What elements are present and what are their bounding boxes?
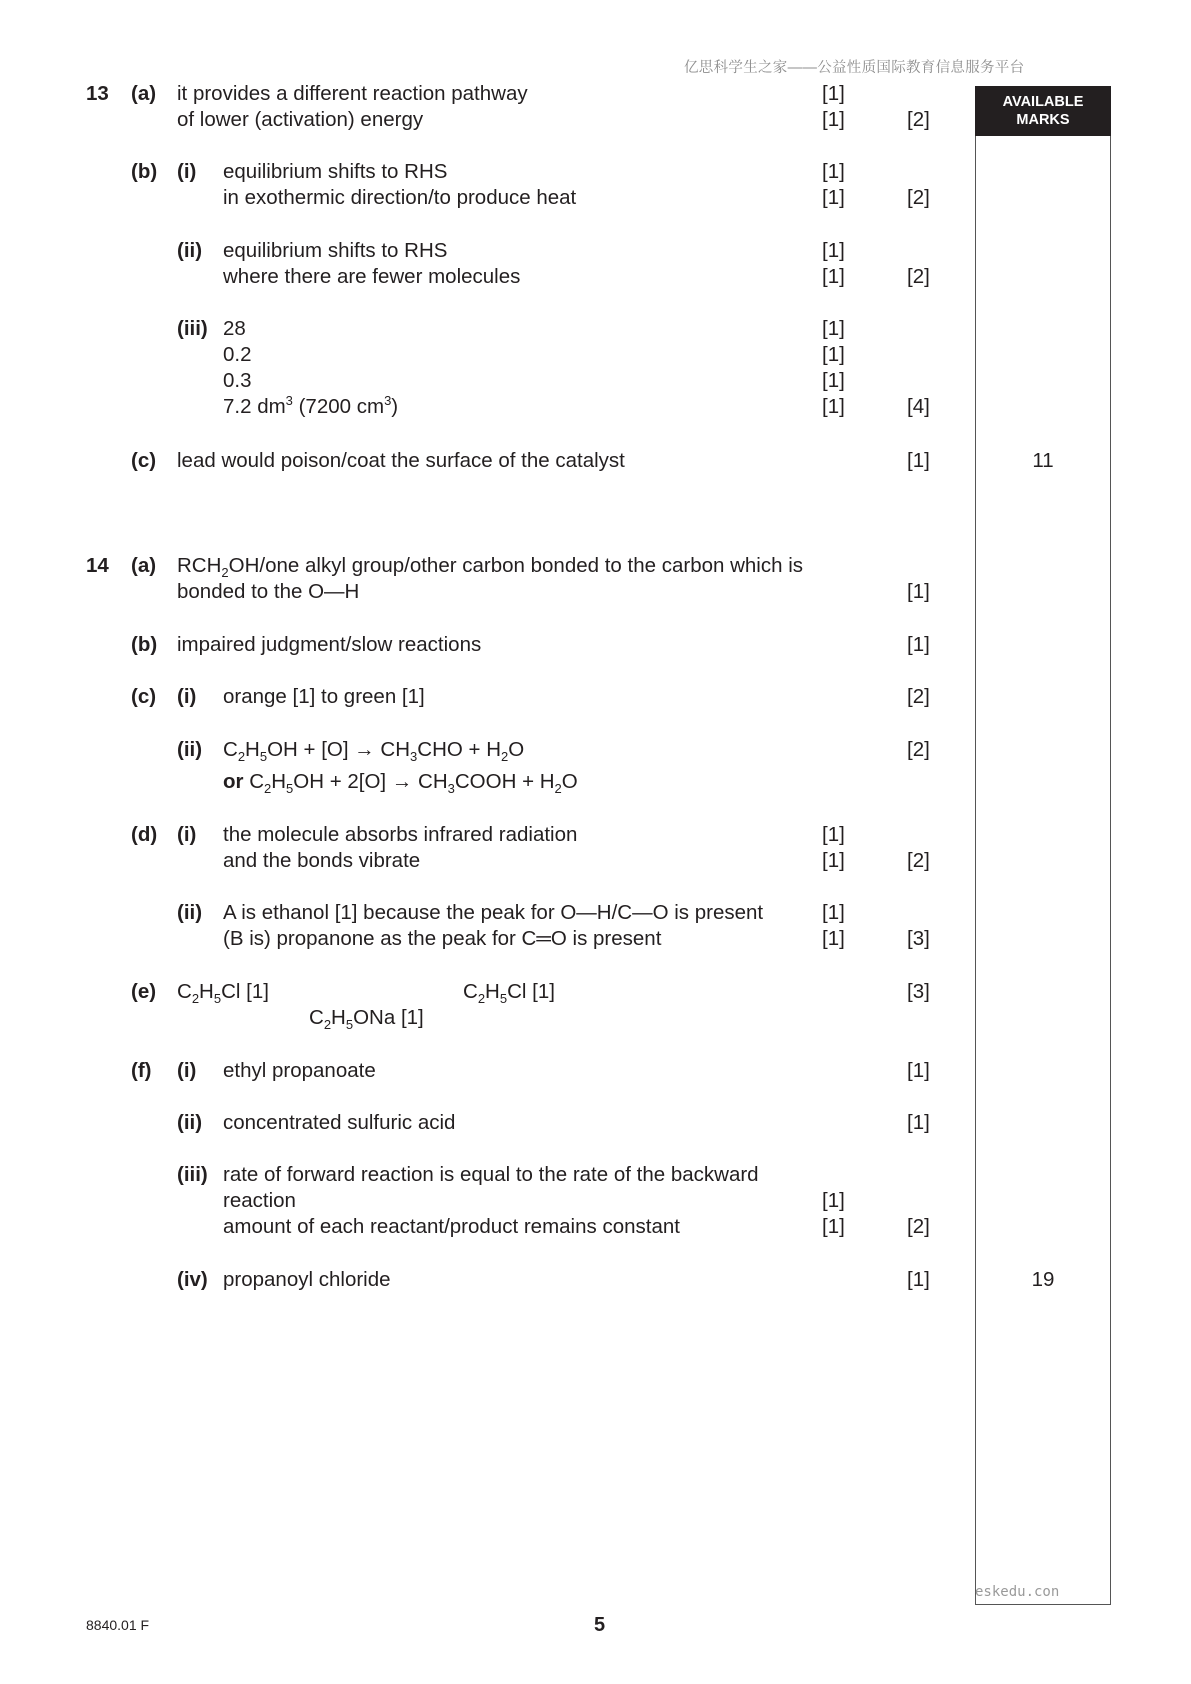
- subpart-label: (i): [177, 685, 197, 708]
- header-watermark: 亿思科学生之家——公益性质国际教育信息服务平台: [684, 60, 1025, 76]
- mark: [1]: [822, 395, 845, 418]
- answer-line: amount of each reactant/product remains constant: [223, 1215, 680, 1238]
- formula-sodium-ethoxide: $C_2H_5ONa$ [1]: [309, 1006, 424, 1032]
- mark: [1]: [822, 186, 845, 209]
- answer-line-rest: OH/one alkyl group/other carbon bonded to the carbon which is: [228, 554, 804, 577]
- answer-line: A is ethanol [1] because the peak for O—H/C—O is present: [223, 901, 764, 924]
- mark-total: [1]: [907, 580, 930, 603]
- answer-line: orange [1] to green [1]: [223, 685, 425, 708]
- volume-answer: 7.2 $dm^3$ (7200 $cm^3$): [223, 393, 399, 418]
- part-label: (f): [131, 1059, 152, 1082]
- answer-line: equilibrium shifts to RHS: [223, 239, 448, 262]
- mark: [1]: [822, 160, 845, 183]
- answer-line: equilibrium shifts to RHS: [223, 160, 448, 183]
- answer-line: bonded to the O—H: [177, 580, 360, 603]
- mark: [1]: [822, 239, 845, 262]
- subpart-label: (i): [177, 823, 197, 846]
- mark-total: [2]: [907, 265, 930, 288]
- mark-total: [1]: [907, 633, 930, 656]
- part-label: (d): [131, 823, 158, 846]
- available-marks-title-line2: MARKS: [1016, 112, 1070, 128]
- part-label: (c): [131, 685, 157, 708]
- mark: [1]: [822, 1189, 845, 1212]
- available-marks-title-line1: AVAILABLE: [1002, 94, 1084, 110]
- mark-total: [4]: [907, 395, 930, 418]
- answer-line: in exothermic direction/to produce heat: [223, 186, 577, 209]
- mark: [1]: [822, 82, 845, 105]
- or-word: or: [223, 770, 244, 793]
- available-marks-value: 11: [1032, 449, 1054, 472]
- part-label: (a): [131, 554, 157, 577]
- mark: [1]: [822, 265, 845, 288]
- mark: [1]: [822, 108, 845, 131]
- answer-line: the molecule absorbs infrared radiation: [223, 823, 578, 846]
- answer-line: it provides a different reaction pathway: [177, 82, 528, 105]
- formula-chloroethane: $C_2H_5Cl$ [1]: [177, 980, 269, 1006]
- subpart-label: (i): [177, 160, 197, 183]
- equation-1: $C_2H_5OH + [O] \to CH_3CHO + H_2O$: [223, 738, 525, 764]
- answer-line: 0.2: [223, 343, 252, 366]
- answer-line: of lower (activation) energy: [177, 108, 424, 131]
- subpart-label: (iii): [177, 1163, 208, 1186]
- answer-line: propanoyl chloride: [223, 1268, 391, 1291]
- mark-total: [1]: [907, 1059, 930, 1082]
- mark: [1]: [822, 823, 845, 846]
- subpart-label: (ii): [177, 239, 203, 262]
- paper-code: 8840.01 F: [86, 1617, 150, 1633]
- mark-total: [2]: [907, 738, 930, 761]
- mark: [1]: [822, 369, 845, 392]
- mark-total: [1]: [907, 449, 930, 472]
- part-label: (a): [131, 82, 157, 105]
- answer-line: concentrated sulfuric acid: [223, 1111, 456, 1134]
- answer-line: $RCH_2OH$/one alkyl group/other carbon bonded to the carbon which is: [177, 554, 804, 580]
- mark: [1]: [822, 901, 845, 924]
- mark: [1]: [822, 343, 845, 366]
- available-marks-header: [975, 86, 1111, 136]
- question-number: 13: [86, 82, 109, 105]
- part-label: (b): [131, 633, 158, 656]
- part-label: (c): [131, 449, 157, 472]
- part-label: (e): [131, 980, 157, 1003]
- page-number: 5: [594, 1614, 606, 1636]
- site-watermark: eskedu.con: [975, 1584, 1060, 1600]
- available-marks-column: [975, 86, 1111, 1605]
- mark: [1]: [822, 849, 845, 872]
- mark-total: [1]: [907, 1268, 930, 1291]
- answer-line: impaired judgment/slow reactions: [177, 633, 482, 656]
- subpart-label: (i): [177, 1059, 197, 1082]
- mark-total: [3]: [907, 927, 930, 950]
- answer-line: reaction: [223, 1189, 296, 1212]
- mark-total: [2]: [907, 685, 930, 708]
- mark: [1]: [822, 927, 845, 950]
- subpart-label: (iii): [177, 317, 208, 340]
- subpart-label: (ii): [177, 901, 203, 924]
- mark-total: [2]: [907, 186, 930, 209]
- mark: [1]: [822, 1215, 845, 1238]
- subpart-label: (ii): [177, 738, 203, 761]
- answer-line: 0.3: [223, 369, 252, 392]
- formula-chloroethane: $C_2H_5Cl$ [1]: [463, 980, 555, 1006]
- mark-total: [2]: [907, 1215, 930, 1238]
- answer-line: ethyl propanoate: [223, 1059, 376, 1082]
- answer-line: where there are fewer molecules: [223, 265, 521, 288]
- subpart-label: (ii): [177, 1111, 203, 1134]
- answer-line: 28: [223, 317, 246, 340]
- mark-total: [3]: [907, 980, 930, 1003]
- part-label: (b): [131, 160, 158, 183]
- mark-total: [2]: [907, 849, 930, 872]
- mark-total: [2]: [907, 108, 930, 131]
- available-marks-value: 19: [1031, 1268, 1055, 1291]
- answer-line: and the bonds vibrate: [223, 849, 421, 872]
- question-number: 14: [86, 554, 109, 577]
- answer-line: (B is) propanone as the peak for C═O is present: [223, 927, 662, 950]
- subpart-label: (iv): [177, 1268, 208, 1291]
- mark-total: [1]: [907, 1111, 930, 1134]
- answer-line: rate of forward reaction is equal to the rate of the backward: [223, 1163, 759, 1186]
- equation-2: or $C_2H_5OH + 2[O]$ → $CH_3COOH + H_2O$: [223, 770, 578, 796]
- answer-line: lead would poison/coat the surface of the catalyst: [177, 449, 625, 472]
- mark: [1]: [822, 317, 845, 340]
